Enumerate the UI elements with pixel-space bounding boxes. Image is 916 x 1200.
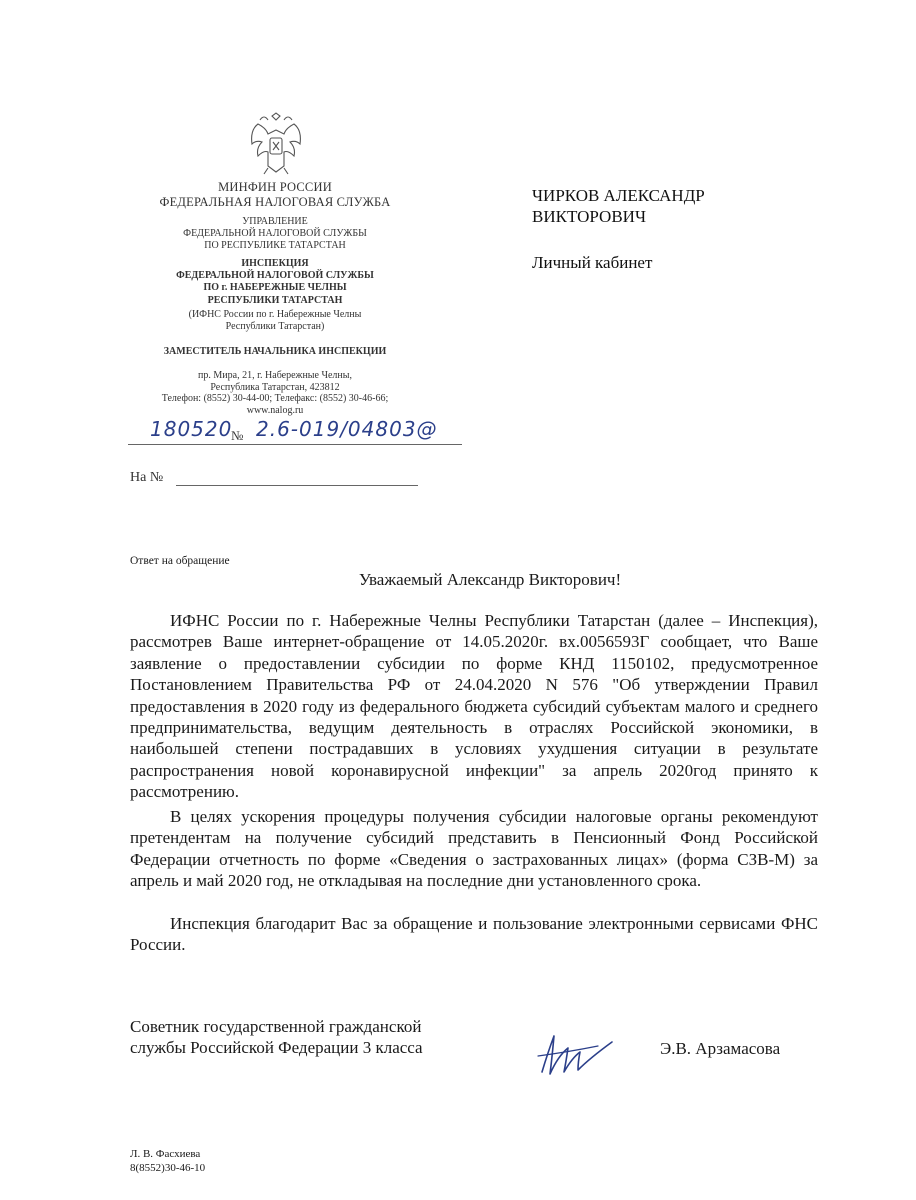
recipient-name: ЧИРКОВ АЛЕКСАНДР	[532, 186, 705, 205]
signature-icon	[528, 1022, 618, 1082]
number-sign: №	[231, 428, 244, 443]
signer-position-line: службы Российской Федерации 3 класса	[130, 1038, 423, 1058]
department-line: УПРАВЛЕНИЕ	[242, 216, 308, 227]
greeting: Уважаемый Александр Викторович!	[358, 570, 622, 589]
registration-underline	[128, 444, 462, 445]
service-line: ФЕДЕРАЛЬНАЯ НАЛОГОВАЯ СЛУЖБА	[159, 195, 391, 210]
inspection-short-line: (ИФНС России по г. Набережные Челны	[188, 309, 362, 320]
subject-line: Ответ на обращение	[130, 555, 230, 567]
reference-label: На №	[130, 470, 164, 485]
department-line: ФЕДЕРАЛЬНОЙ НАЛОГОВОЙ СЛУЖБЫ	[183, 228, 367, 240]
inspection-short-line: Республики Татарстан)	[225, 321, 325, 333]
executor-name: Л. В. Фасхиева	[130, 1148, 201, 1160]
phone-line: Телефон: (8552) 30-44-00; Телефакс: (8552) 30-46-66;	[161, 393, 389, 404]
inspection-short-name	[120, 309, 430, 333]
website-line: www.nalog.ru	[246, 404, 304, 416]
deputy-title: ЗАМЕСТИТЕЛЬ НАЧАЛЬНИКА ИНСПЕКЦИИ	[163, 346, 387, 357]
paragraph: ИФНС России по г. Набережные Челны Республики Татарстан (далее – Инспекция), рассмотрев Ваше интернет-обращение от 14.05.2020г. вх.0056593Г сообщает, что Ваше заявление о предоставлении субсидии по форме КНД 1150102, предусмотренное Постановлением Правительства РФ от 24.04.2020 N 576 "Об утверждении Правил предоставления в 2020 году из федерального бюджета субсидий субъектам малого и среднего предпринимательства, ведущим деятельность в отраслях Российской экономики, в наибольшей степени пострадавших в условиях ухудшения ситуации в результате распространения новой коронавирусной инфекции" за апрель 2020год принято к рассмотрению.	[130, 611, 818, 802]
signer-position-line: Советник государственной гражданской	[130, 1017, 422, 1036]
recipient-name: ВИКТОРОВИЧ	[532, 207, 646, 226]
inspection-line: РЕСПУБЛИКИ ТАТАРСТАН	[207, 294, 343, 306]
address-line: Республика Татарстан, 423812	[210, 381, 340, 393]
inspection-block	[120, 258, 430, 307]
registration-date: 180520	[150, 417, 233, 441]
department-line: ПО РЕСПУБЛИКЕ ТАТАРСТАН	[204, 240, 346, 252]
inspection-line: ФЕДЕРАЛЬНОЙ НАЛОГОВОЙ СЛУЖБЫ	[176, 270, 374, 282]
ministry-block	[120, 180, 430, 211]
paragraph: В целях ускорения процедуры получения субсидии налоговые органы рекомендуют претендентам на получение субсидий представить в Пенсионный Фонд Российской Федерации отчетность по форме «Сведения о застрахованных лицах» (форма СЗВ-М) за апрель и май 2020 год, не откладывая на последние дни установленного срока.	[130, 807, 818, 891]
ministry-line: МИНФИН РОССИИ	[218, 180, 332, 194]
recipient-channel: Личный кабинет	[532, 253, 653, 272]
paragraph: Инспекция благодарит Вас за обращение и пользование электронными сервисами ФНС России.	[130, 914, 818, 955]
registration-number: 2.6-019/04803@	[256, 417, 438, 441]
inspection-line: ИНСПЕКЦИЯ	[241, 258, 309, 269]
signer-name: Э.В. Арзамасова	[660, 1039, 781, 1058]
department-block	[120, 216, 430, 253]
inspection-line: ПО г. НАБЕРЕЖНЫЕ ЧЕЛНЫ	[203, 282, 347, 294]
signer-position	[130, 1016, 490, 1059]
reference-underline	[176, 485, 418, 486]
address-line: пр. Мира, 21, г. Набережные Челны,	[198, 370, 352, 381]
coat-of-arms-icon	[246, 112, 306, 178]
address-block	[120, 370, 430, 416]
executor-phone: 8(8552)30-46-10	[130, 1162, 206, 1174]
